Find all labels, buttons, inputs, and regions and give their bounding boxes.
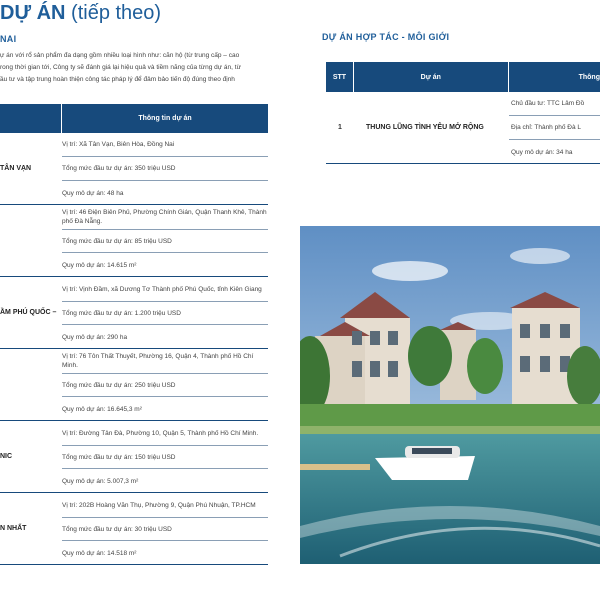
table-row: N NHẤT Vị trí: 202B Hoàng Văn Thụ, Phường 9, Quận Phú Nhuận, TP.HCM Tổng mức đầu tư dự án: 30 triệu USD Quy mô dự án: 14.518 m² [0,493,268,565]
table-row: TÂN VẠN Vị trí: Xã Tân Vạn, Biên Hòa, Đồng Nai Tổng mức đầu tư dự án: 350 triệu USD Quy mô dự án: 48 ha [0,133,268,205]
page-title: DỰ ÁN (tiếp theo) [0,2,162,24]
intro-paragraph: ự án với rổ sản phẩm đa dạng gồm nhiều loại hình như: căn hộ (từ trung cấp – cao rong thời gian tới, Công ty sẽ đánh giá lại hiệu quả và tiềm năng của từng dự án, từ ầu tư và tập trung hoàn thiện công tác pháp lý để đảm bảo tiến độ đúng theo định [0,52,241,83]
project-render-image [300,226,600,564]
project-table [0,104,268,565]
right-subheading: DỰ ÁN HỢP TÁC - MÔI GIỚI [322,32,450,42]
table-row: 1 THUNG LŨNG TÌNH YÊU MỞ RỘNG Chủ đầu tư: TTC Lâm Đồ Địa chỉ: Thành phố Đà L Quy mô dự án: 34 ha [326,92,600,164]
table-header: STT Dự án Thông [326,62,600,92]
partner-table [326,62,600,164]
table-row: ẦM PHÚ QUỐC – Vị trí: Vịnh Đầm, xã Dương Tơ Thành phố Phú Quốc, tỉnh Kiên Giang Tổng mức đầu tư dự án: 1.200 triệu USD Quy mô dự án: 290 ha [0,277,268,349]
table-header: Thông tin dự án [0,104,268,133]
left-subheading: NAI [0,34,17,44]
table-row: Vị trí: 46 Điện Biên Phủ, Phường Chính Gián, Quận Thanh Khê, Thành phố Đà Nẵng. Tổng mức đầu tư dự án: 85 triệu USD Quy mô dự án: 14.615 m² [0,205,268,277]
table-row: NIC Vị trí: Đường Tản Đà, Phường 10, Quận 5, Thành phố Hồ Chí Minh. Tổng mức đầu tư dự án: 150 triệu USD Quy mô dự án: 5.007,3 m² [0,421,268,493]
villa-lake-illustration [300,226,600,564]
table-row: Vị trí: 76 Tôn Thất Thuyết, Phường 16, Quận 4, Thành phố Hồ Chí Minh. Tổng mức đầu tư dự án: 250 triệu USD Quy mô dự án: 16.645,3 m² [0,349,268,421]
